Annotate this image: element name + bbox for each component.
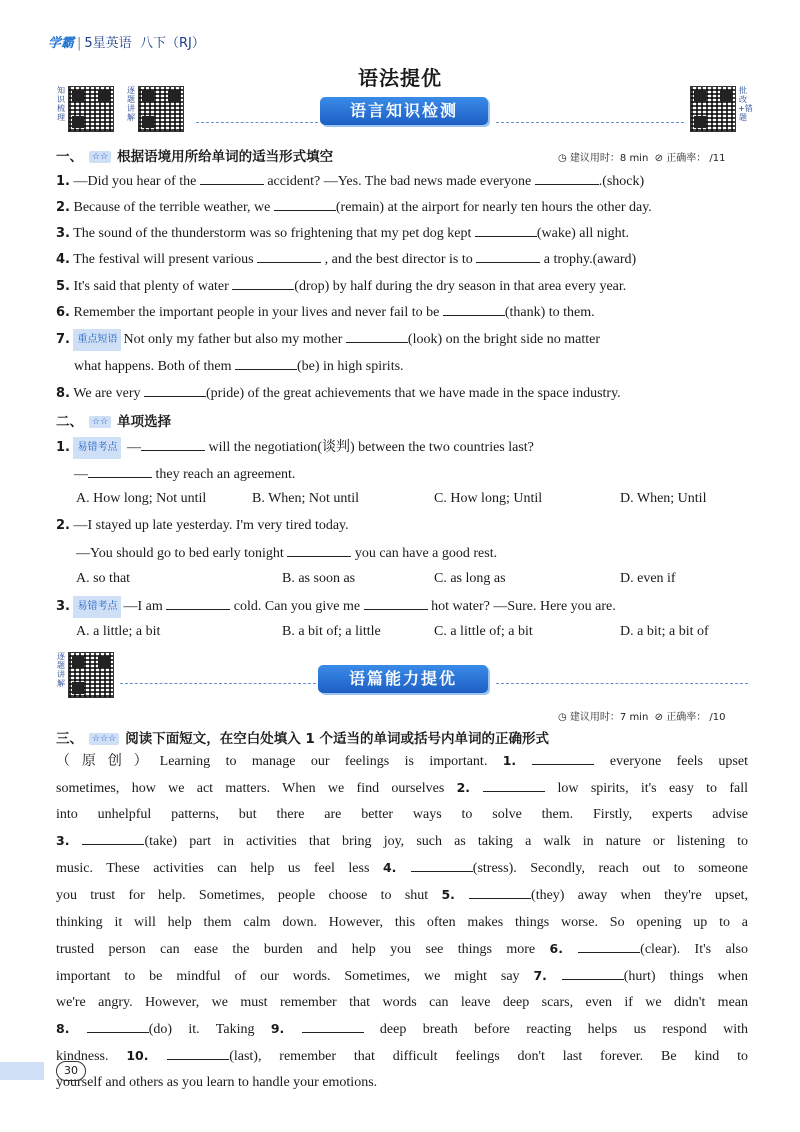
divider bbox=[196, 122, 318, 123]
question-text: (look) on the bright side no matter bbox=[407, 332, 600, 347]
section-number: 一、 bbox=[56, 149, 83, 165]
answer-blank[interactable] bbox=[411, 857, 473, 872]
passage-text: everyone feels upset bbox=[594, 754, 748, 769]
question-text: Remember the important people in your lives and never fail to be bbox=[73, 305, 440, 320]
answer-blank[interactable] bbox=[82, 830, 144, 845]
passage-line bbox=[56, 828, 748, 855]
divider bbox=[496, 122, 684, 123]
error-prone-tag: 易错考点 bbox=[73, 437, 121, 459]
answer-blank[interactable] bbox=[274, 196, 336, 211]
answer-blank[interactable] bbox=[302, 1018, 364, 1033]
qr-code[interactable] bbox=[690, 86, 736, 132]
question-text: (wake) all night. bbox=[536, 226, 630, 241]
question-number: 2. bbox=[56, 518, 70, 533]
question-number: 8. bbox=[56, 386, 70, 401]
question-text: , and the best director is to bbox=[324, 252, 473, 267]
question-text: what happens. Both of them bbox=[74, 359, 232, 374]
question-line bbox=[56, 436, 534, 459]
passage-line bbox=[56, 882, 748, 909]
question-line bbox=[74, 463, 295, 485]
question-text: —You should go to bed early tonight bbox=[76, 546, 284, 561]
answer-blank[interactable] bbox=[578, 938, 640, 953]
question-number: 6. bbox=[56, 305, 70, 320]
answer-blank[interactable] bbox=[87, 1018, 149, 1033]
passage-line bbox=[56, 855, 748, 882]
passage-text: kindness. bbox=[56, 1049, 127, 1065]
passage-line bbox=[56, 1043, 748, 1070]
blank-number: 1. bbox=[502, 753, 533, 768]
difficulty-stars: ☆☆ bbox=[89, 151, 111, 163]
answer-blank[interactable] bbox=[88, 463, 152, 478]
error-prone-tag: 易错考点 bbox=[73, 596, 121, 618]
question-text: It's said that plenty of water bbox=[73, 279, 229, 294]
passage-text: you trust for help. Sometimes, people choose to shut bbox=[56, 888, 442, 904]
section-number: 三、 bbox=[56, 731, 83, 747]
passage-text: yourself and others as you learn to handle your emotions. bbox=[56, 1075, 378, 1091]
question-text: The sound of the thunderstorm was so frightening that my pet dog kept bbox=[73, 226, 472, 241]
qr-code[interactable] bbox=[138, 86, 184, 132]
passage-line bbox=[56, 963, 748, 990]
answer-blank[interactable] bbox=[443, 301, 505, 316]
question-number: 2. bbox=[56, 200, 70, 215]
question-text: you can have a good rest. bbox=[354, 546, 498, 561]
qr-label-knowledge: 知识梳理 bbox=[57, 86, 65, 122]
passage-line bbox=[56, 748, 748, 775]
option-b[interactable]: B. as soon as bbox=[282, 571, 356, 586]
brand-name: 5星英语 bbox=[84, 36, 132, 51]
question-line bbox=[76, 542, 497, 564]
passage-text: (take) part in activities that bring joy, such as taking a walk in nature or listening to bbox=[144, 834, 748, 850]
question-text: .(shock) bbox=[598, 174, 645, 189]
question-line bbox=[56, 170, 644, 192]
question-text: —I stayed up late yesterday. I'm very tired today. bbox=[73, 518, 349, 533]
question-text: (thank) to them. bbox=[504, 305, 595, 320]
option-b[interactable]: B. When; Not until bbox=[252, 491, 360, 506]
passage-text: (clear). It's also bbox=[640, 941, 748, 957]
suggested-time: ◷ 建议用时：8 min bbox=[558, 153, 649, 164]
answer-blank[interactable] bbox=[144, 382, 206, 397]
passage-line bbox=[56, 910, 748, 936]
passage-line bbox=[56, 802, 748, 828]
answer-blank[interactable] bbox=[475, 222, 537, 237]
section-instruction: 阅读下面短文，在空白处填入 1 个适当的单词或括号内单词的正确形式 bbox=[125, 731, 550, 747]
option-d[interactable]: D. a bit; a bit of bbox=[620, 624, 709, 639]
brand-logo: 学霸 bbox=[48, 36, 75, 51]
question-line bbox=[56, 222, 629, 244]
question-text: (pride) of the great achievements that we have made in the space industry. bbox=[206, 386, 621, 401]
time-meta bbox=[558, 708, 726, 723]
key-phrase-tag: 重点短语 bbox=[73, 329, 121, 351]
question-number: 1. bbox=[56, 174, 70, 189]
answer-blank[interactable] bbox=[235, 355, 297, 370]
passage-text: （原创）Learning to manage our feelings is important. bbox=[56, 754, 503, 769]
question-line bbox=[74, 355, 404, 377]
question-text: cold. Can you give me bbox=[233, 599, 361, 614]
question-text: We are very bbox=[73, 386, 141, 401]
page-title: 语法提优 bbox=[358, 66, 442, 90]
question-line bbox=[56, 328, 600, 351]
question-line bbox=[56, 248, 636, 270]
answer-blank[interactable] bbox=[167, 1045, 229, 1060]
option-a[interactable]: A. so that bbox=[76, 571, 131, 586]
passage-line bbox=[56, 1070, 748, 1096]
blank-number: 4. bbox=[382, 860, 411, 876]
section-heading-3 bbox=[56, 727, 549, 747]
question-text: hot water? —Sure. Here you are. bbox=[431, 599, 616, 614]
passage-line bbox=[56, 990, 748, 1016]
accuracy-rate: ⊘ 正确率： /11 bbox=[654, 153, 726, 164]
qr-code[interactable] bbox=[68, 652, 114, 698]
accuracy-rate: ⊘ 正确率： /10 bbox=[654, 712, 726, 723]
answer-blank[interactable] bbox=[232, 275, 294, 290]
option-b[interactable]: B. a bit of; a little bbox=[282, 624, 381, 639]
divider bbox=[120, 683, 316, 684]
section-heading-1 bbox=[56, 145, 333, 165]
answer-blank[interactable] bbox=[141, 436, 205, 451]
answer-blank[interactable] bbox=[535, 170, 599, 185]
passage-text: (hurt) things when bbox=[623, 968, 748, 984]
passage-line bbox=[56, 936, 748, 963]
section-banner-language: 语言知识检测 bbox=[320, 97, 488, 125]
difficulty-stars: ☆☆☆ bbox=[89, 733, 119, 745]
answer-blank[interactable] bbox=[257, 248, 321, 263]
blank-number: 10. bbox=[126, 1048, 168, 1064]
question-text: a trophy.(award) bbox=[543, 252, 637, 267]
passage-text: important to be mindful of our words. Sometimes, we might say bbox=[56, 968, 534, 984]
section-instruction: 根据语境用所给单词的适当形式填空 bbox=[117, 149, 334, 165]
question-text: —Did you hear of the bbox=[73, 174, 197, 189]
passage-text: (last), remember that difficult feelings don't last forever. Be kind to bbox=[229, 1049, 749, 1065]
question-line bbox=[56, 595, 616, 618]
blank-number: 5. bbox=[441, 887, 470, 903]
blank-number: 3. bbox=[56, 833, 83, 849]
answer-blank[interactable] bbox=[483, 777, 545, 792]
blank-number: 7. bbox=[533, 967, 562, 983]
passage-text: trusted person can ease the burden and help you see things more bbox=[56, 941, 550, 957]
answer-blank[interactable] bbox=[166, 595, 230, 610]
passage-line bbox=[56, 1016, 748, 1043]
qr-label-explain: 逐题讲解 bbox=[57, 652, 65, 688]
section-instruction: 单项选择 bbox=[117, 414, 172, 430]
question-number: 4. bbox=[56, 252, 70, 267]
question-text: — bbox=[74, 467, 88, 482]
question-number: 7. bbox=[56, 332, 70, 347]
page-header: 学霸 | 5星英语 八下（RJ） bbox=[48, 36, 205, 51]
passage-text: music. These activities can help us feel less bbox=[56, 861, 383, 877]
question-text: Because of the terrible weather, we bbox=[73, 200, 271, 215]
divider bbox=[496, 683, 748, 684]
question-line bbox=[56, 275, 626, 297]
blank-number: 9. bbox=[270, 1020, 302, 1036]
question-text: will the negotiation(谈判) between the two countries last? bbox=[208, 440, 534, 455]
answer-blank[interactable] bbox=[346, 328, 408, 343]
question-text: accident? —Yes. The bad news made everyone bbox=[267, 174, 532, 189]
difficulty-stars: ☆☆ bbox=[89, 416, 111, 428]
answer-blank[interactable] bbox=[364, 595, 428, 610]
passage-text: (stress). Secondly, reach out to someone bbox=[472, 861, 748, 877]
blank-number: 8. bbox=[56, 1020, 87, 1036]
option-a[interactable]: A. a little; a bit bbox=[76, 624, 161, 639]
section-number: 二、 bbox=[56, 414, 83, 430]
qr-code[interactable] bbox=[68, 86, 114, 132]
answer-blank[interactable] bbox=[532, 750, 594, 765]
passage-line bbox=[56, 775, 748, 802]
passage-text: (they) away when they're upset, bbox=[531, 888, 748, 904]
question-text: they reach an agreement. bbox=[155, 467, 296, 482]
question-line bbox=[56, 301, 595, 323]
passage-text: we're angry. However, we must remember that words can leave deep scars, even if we didn't mean bbox=[56, 994, 748, 1010]
question-text: — bbox=[126, 440, 141, 455]
suggested-time: ◷ 建议用时：7 min bbox=[558, 712, 649, 723]
answer-blank[interactable] bbox=[562, 965, 624, 980]
qr-label-correction: 批改+错题 bbox=[738, 86, 753, 122]
passage-text: deep breath before reacting helps us respond with bbox=[363, 1021, 748, 1037]
answer-blank[interactable] bbox=[200, 170, 264, 185]
section-heading-2 bbox=[56, 410, 171, 430]
page-number: 30 bbox=[56, 1061, 86, 1081]
question-number: 3. bbox=[56, 226, 70, 241]
question-number: 5. bbox=[56, 279, 70, 294]
footer-bar bbox=[0, 1062, 44, 1080]
answer-blank[interactable] bbox=[469, 884, 531, 899]
qr-label-explain: 逐题讲解 bbox=[127, 86, 135, 122]
question-line bbox=[56, 382, 621, 404]
option-c[interactable]: C. as long as bbox=[434, 571, 506, 586]
option-c[interactable]: C. How long; Until bbox=[434, 491, 543, 506]
question-number: 3. bbox=[56, 599, 70, 614]
option-d[interactable]: D. When; Until bbox=[620, 491, 707, 506]
answer-blank[interactable] bbox=[476, 248, 540, 263]
passage-text: low spirits, it's easy to fall bbox=[545, 781, 748, 797]
question-text: (drop) by half during the dry season in that area every year. bbox=[294, 279, 627, 294]
question-line bbox=[56, 196, 652, 218]
question-text: Not only my father but also my mother bbox=[123, 332, 343, 347]
option-a[interactable]: A. How long; Not until bbox=[76, 491, 207, 506]
grade-label: 八下（RJ） bbox=[139, 36, 205, 51]
question-text: (be) in high spirits. bbox=[296, 359, 404, 374]
time-meta bbox=[558, 149, 726, 164]
question-text: (remain) at the airport for nearly ten hours the other day. bbox=[335, 200, 652, 215]
blank-number: 6. bbox=[549, 940, 579, 956]
answer-blank[interactable] bbox=[287, 542, 351, 557]
option-c[interactable]: C. a little of; a bit bbox=[434, 624, 533, 639]
passage-text: sometimes, how we act matters. When we find ourselves bbox=[56, 781, 457, 797]
blank-number: 2. bbox=[456, 780, 484, 796]
reading-passage bbox=[56, 748, 748, 1096]
option-d[interactable]: D. even if bbox=[620, 571, 676, 586]
passage-text: thinking it will help them calm down. However, this often makes things worse. So opening up to a bbox=[56, 914, 748, 930]
question-line bbox=[56, 516, 349, 536]
question-text: The festival will present various bbox=[73, 252, 254, 267]
passage-text: (do) it. Taking bbox=[148, 1021, 271, 1037]
passage-text: into unhelpful patterns, but there are better ways to solve them. Firstly, experts advise bbox=[56, 807, 748, 823]
question-number: 1. bbox=[56, 440, 70, 455]
question-text: —I am bbox=[123, 599, 163, 614]
section-banner-reading: 语篇能力提优 bbox=[318, 665, 488, 693]
